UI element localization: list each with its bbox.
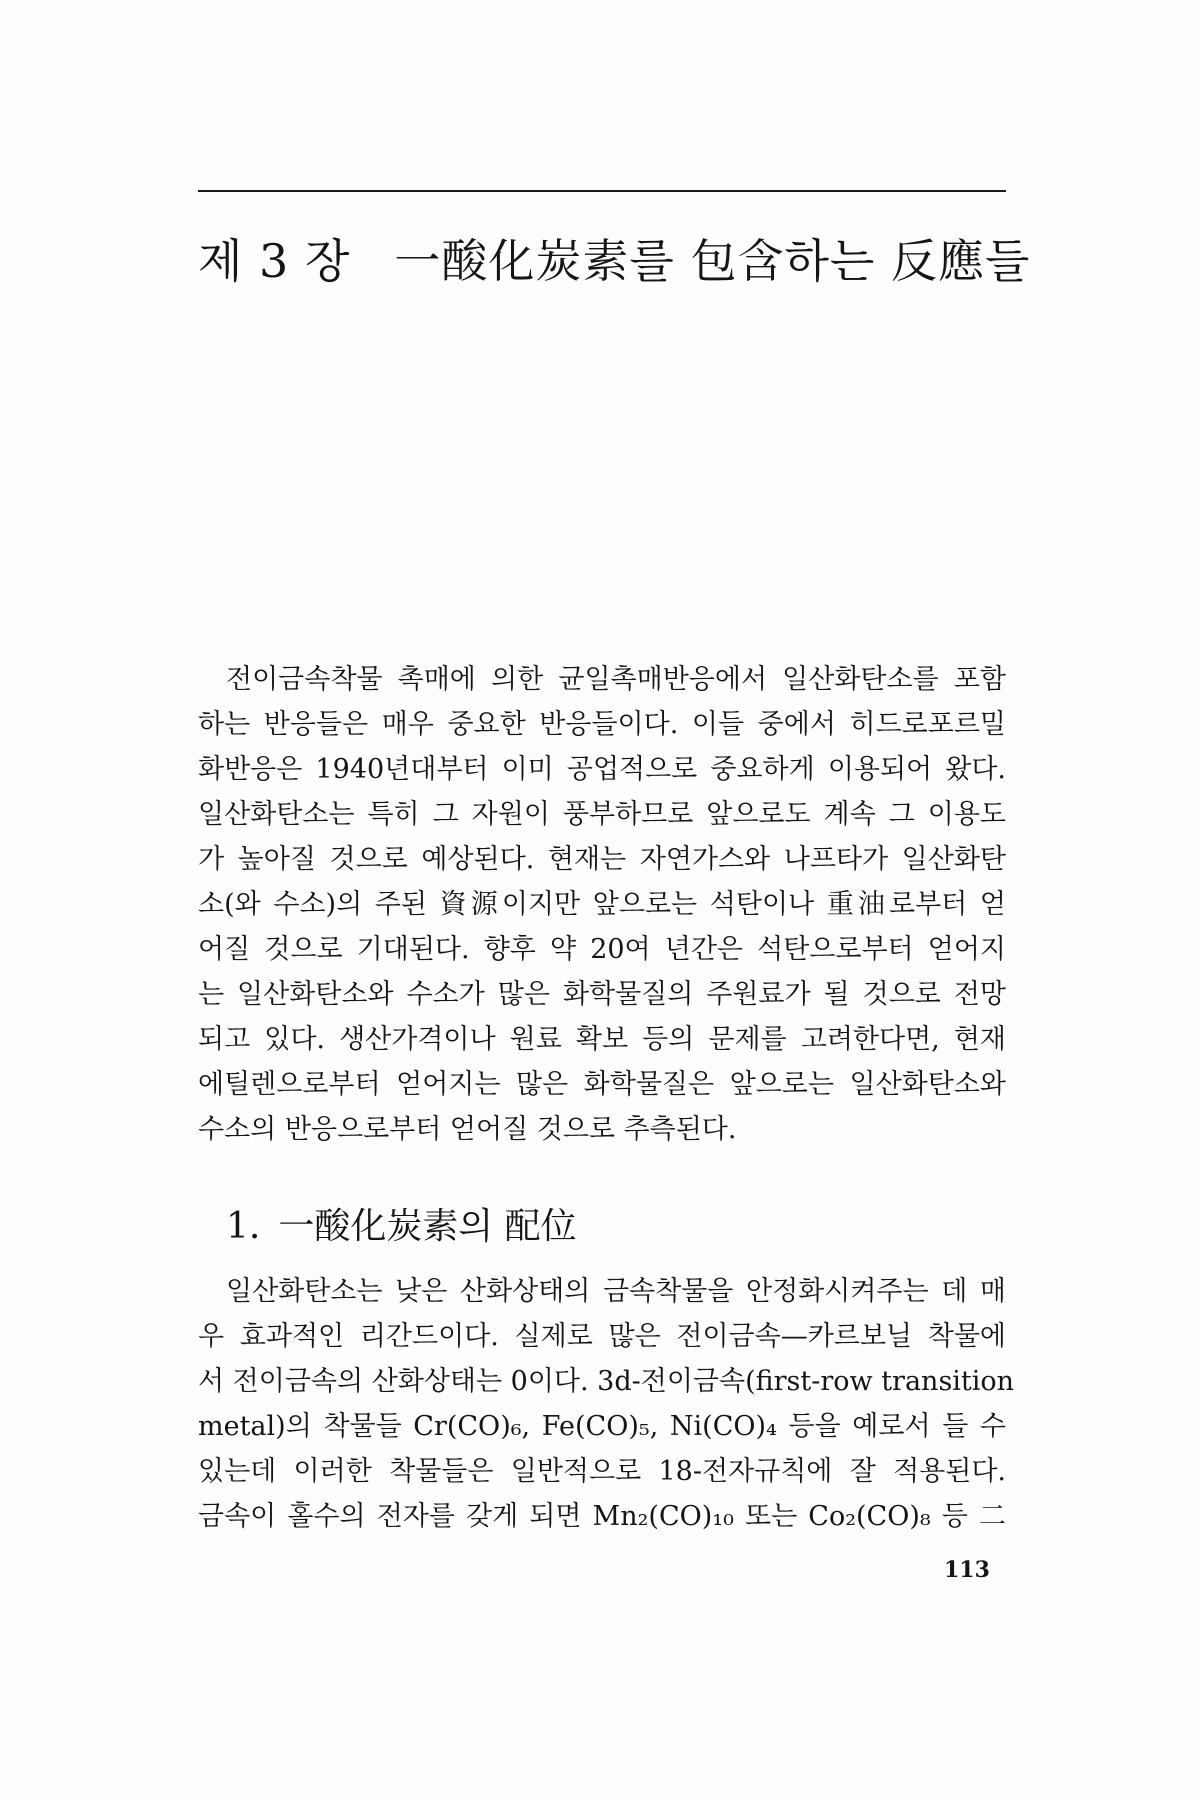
paragraph-line: 금속이 홀수의 전자를 갖게 되면 Mn₂(CO)₁₀ 또는 Co₂(CO)₈ 등 二 <box>198 1501 1006 1532</box>
section-heading <box>226 1202 577 1252</box>
section-title: 一酸化炭素의 配位 <box>278 1205 577 1247</box>
paragraph-line: 화반응은 1940년대부터 이미 공업적으로 중요하게 이용되어 왔다. <box>198 754 1006 785</box>
paragraph-line: 일산화탄소는 낮은 산화상태의 금속착물을 안정화시켜주는 데 매 <box>226 1276 1006 1307</box>
paragraph-line: 가 높아질 것으로 예상된다. 현재는 자연가스와 나프타가 일산화탄 <box>198 844 1006 875</box>
chapter-title: 一酸化炭素를 包含하는 反應들 <box>394 233 1031 288</box>
chapter-rule <box>198 190 1006 192</box>
paragraph-line: 수소의 반응으로부터 얻어질 것으로 추측된다. <box>198 1114 737 1145</box>
paragraph-line: 어질 것으로 기대된다. 향후 약 20여 년간은 석탄으로부터 얻어지 <box>198 934 1006 965</box>
paragraph-line: metal)의 착물들 Cr(CO)₆, Fe(CO)₅, Ni(CO)₄ 등을 예로서 들 수 <box>198 1411 1006 1442</box>
chapter-heading <box>198 231 1031 291</box>
paragraph-line: 소(와 수소)의 주된 資源이지만 앞으로는 석탄이나 重油로부터 얻 <box>198 889 1006 920</box>
paragraph-line: 일산화탄소는 특히 그 자원이 풍부하므로 앞으로도 계속 그 이용도 <box>198 799 1006 830</box>
paragraph-line: 는 일산화탄소와 수소가 많은 화학물질의 주원료가 될 것으로 전망 <box>198 979 1006 1010</box>
section-number: 1. <box>226 1205 261 1247</box>
page-number: 113 <box>944 1557 990 1583</box>
paragraph-line: 하는 반응들은 매우 중요한 반응들이다. 이들 중에서 히드로포르밀 <box>198 709 1006 740</box>
paragraph-line: 우 효과적인 리간드이다. 실제로 많은 전이금속—카르보닐 착물에 <box>198 1321 1006 1352</box>
chapter-label: 제 3 장 <box>198 233 351 288</box>
intro-paragraph <box>198 657 1006 1152</box>
paragraph-line: 서 전이금속의 산화상태는 0이다. 3d-전이금속(first-row transition <box>198 1366 1015 1397</box>
paragraph-line: 에틸렌으로부터 얻어지는 많은 화학물질은 앞으로는 일산화탄소와 <box>198 1069 1006 1100</box>
paragraph-line: 있는데 이러한 착물들은 일반적으로 18-전자규칙에 잘 적용된다. <box>198 1456 1006 1487</box>
section-paragraph <box>198 1269 1015 1539</box>
paragraph-line: 되고 있다. 생산가격이나 원료 확보 등의 문제를 고려한다면, 현재 <box>198 1024 1006 1055</box>
paragraph-line: 전이금속착물 촉매에 의한 균일촉매반응에서 일산화탄소를 포함 <box>226 664 1006 695</box>
